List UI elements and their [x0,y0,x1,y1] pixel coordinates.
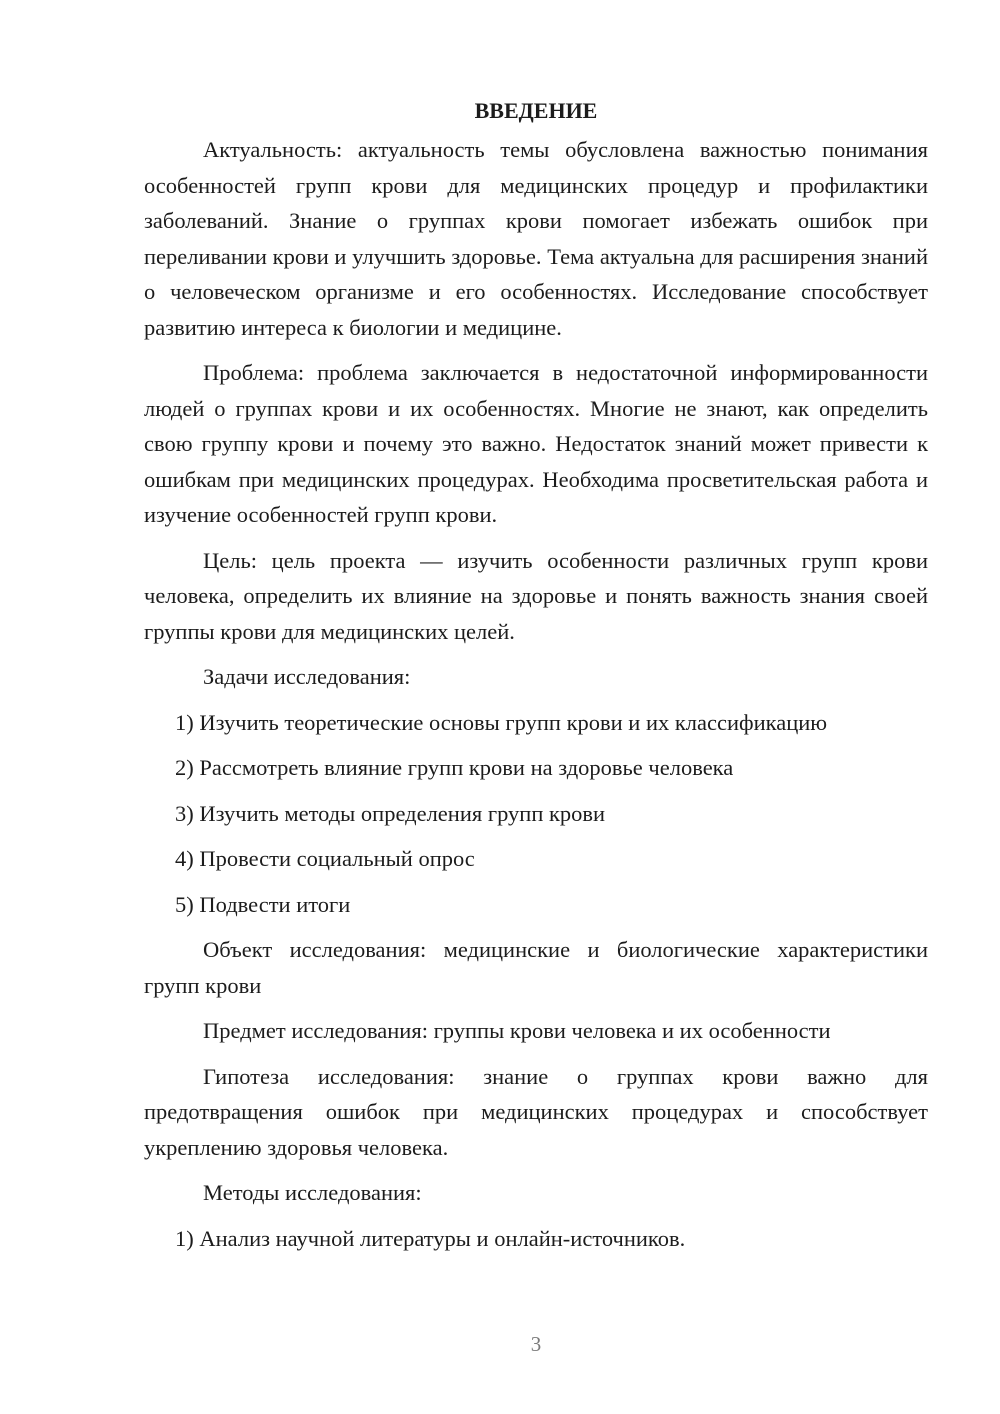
task-item-4: 4) Провести социальный опрос [175,846,475,871]
hypothesis-paragraph: Гипотеза исследования: знание о группах крови важно для предотвращения ошибок при медицинских процедурах и способствует укреплению здоровья человека. [144,1063,928,1160]
document-page [144,96,928,1266]
goal-paragraph: Цель: цель проекта — изучить особенности различных групп крови человека, определить их влияние на здоровье и понять важность знания своей группы крови для медицинских целей. [144,547,928,644]
tasks-heading: Задачи исследования: [203,664,411,689]
actuality-paragraph: Актуальность: актуальность темы обусловлена важностью понимания особенностей групп крови для медицинских процедур и профилактики заболеваний. Знание о группах крови помогает избежать ошибок при переливании крови и улучшить здоровье. Тема актуальна для расширения знаний о человеческом организме и его особенностях. Исследование способствует развитию интереса к биологии и медицине. [144,137,928,340]
object-paragraph: Объект исследования: медицинские и биологические характеристики групп крови [144,937,928,998]
section-title: ВВЕДЕНИЕ [474,98,598,123]
task-item-3: 3) Изучить методы определения групп крови [175,800,606,826]
task-item-2: 2) Рассмотреть влияние групп крови на здоровье человека [175,755,734,780]
task-item-1: 1) Изучить теоретические основы групп крови и их классификацию [175,709,828,735]
methods-heading: Методы исследования: [203,1180,422,1205]
task-item-5: 5) Подвести итоги [175,891,351,917]
page-number: 3 [530,1332,542,1356]
subject-paragraph: Предмет исследования: группы крови человека и их особенности [203,1018,831,1043]
method-item-1: 1) Анализ научной литературы и онлайн-источников. [175,1225,686,1251]
problem-paragraph: Проблема: проблема заключается в недостаточной информированности людей о группах крови и их особенностях. Многие не знают, как определить свою группу крови и почему это важно. Недостаток знаний может привести к ошибкам при медицинских процедурах. Необходима просветительская работа и изучение особенностей групп крови. [144,360,928,527]
